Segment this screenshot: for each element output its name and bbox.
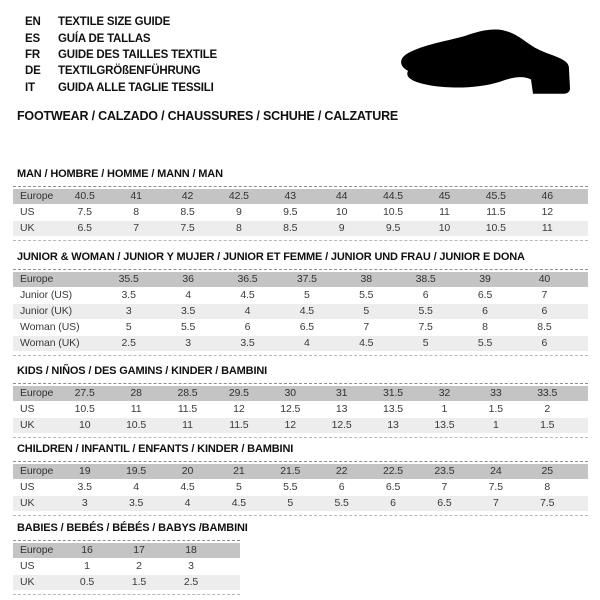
- size-cell: 38.5: [415, 273, 436, 285]
- size-cell: 13.5: [434, 419, 455, 431]
- row-padding: [573, 496, 588, 511]
- size-cell: 7.5: [488, 481, 503, 493]
- size-cell: 10: [335, 206, 348, 218]
- size-cell: 6.5: [385, 481, 401, 493]
- size-cell: 9: [235, 206, 242, 218]
- language-code: FR: [25, 48, 40, 61]
- size-cell: 31: [335, 387, 348, 399]
- size-table: [13, 461, 588, 516]
- size-cell: 4: [184, 497, 191, 509]
- size-cell: 24: [490, 465, 502, 477]
- size-cell: 7.5: [418, 321, 433, 333]
- size-cell: 1: [441, 403, 448, 415]
- size-cell: 7: [441, 481, 448, 493]
- size-cell: 4.5: [231, 497, 247, 509]
- size-cell: 39: [479, 273, 491, 285]
- table-row: [13, 418, 588, 433]
- table-title: BABIES / BEBÉS / BÉBÉS / BABYS /BAMBINI: [17, 522, 248, 534]
- row-label: Europe: [20, 273, 54, 285]
- size-cell: 10: [438, 222, 451, 234]
- size-cell: 28.5: [177, 387, 198, 399]
- size-cell: 10.5: [74, 403, 95, 415]
- row-padding: [217, 543, 240, 558]
- table-row: [13, 480, 588, 495]
- size-cell: 12: [284, 419, 296, 431]
- size-cell: 20: [181, 465, 194, 477]
- size-cell: 43: [284, 190, 296, 202]
- size-cell: 3.5: [121, 289, 136, 301]
- size-cell: 44: [335, 190, 348, 202]
- row-padding: [574, 320, 588, 335]
- size-cell: 5: [422, 337, 429, 349]
- size-cell: 19: [78, 465, 91, 477]
- size-cell: 8.5: [283, 222, 298, 234]
- size-cell: 8: [235, 222, 242, 234]
- size-cell: 8: [133, 206, 139, 218]
- table-row: [13, 221, 588, 236]
- row-padding: [573, 221, 588, 236]
- language-label: GUIDE DES TAILLES TEXTILE: [58, 48, 217, 61]
- size-cell: 41: [130, 190, 142, 202]
- size-cell: 5.5: [477, 337, 493, 349]
- size-cell: 11: [439, 206, 450, 218]
- table-row: [13, 496, 588, 511]
- row-label: UK: [20, 497, 35, 509]
- size-cell: 1.5: [131, 576, 147, 588]
- size-cell: 0.5: [79, 576, 95, 588]
- size-cell: 38: [360, 273, 372, 285]
- size-cell: 3.5: [128, 497, 144, 509]
- size-cell: 1.5: [488, 403, 503, 415]
- size-cell: 13.5: [383, 403, 404, 415]
- size-cell: 5.5: [334, 497, 349, 509]
- row-padding: [574, 272, 588, 287]
- row-label: Europe: [20, 387, 54, 399]
- size-table-children: [13, 443, 588, 516]
- size-cell: 1.5: [540, 419, 555, 431]
- size-cell: 6.5: [437, 497, 452, 509]
- size-cell: 33: [490, 387, 502, 399]
- size-cell: 42: [181, 190, 194, 202]
- size-cell: 3.5: [240, 337, 255, 349]
- size-cell: 5.5: [359, 289, 374, 301]
- row-label: UK: [20, 576, 35, 588]
- language-row-it: [25, 80, 217, 96]
- row-padding: [573, 464, 588, 479]
- size-cell: 4.5: [299, 305, 315, 317]
- size-cell: 6: [541, 337, 548, 349]
- size-cell: 11.5: [177, 403, 198, 415]
- row-label: Junior (US): [20, 289, 72, 301]
- size-cell: 27.5: [74, 387, 95, 399]
- size-cell: 11: [182, 419, 193, 431]
- row-padding: [574, 304, 588, 319]
- table-title: MAN / HOMBRE / HOMME / MANN / MAN: [17, 168, 223, 180]
- table-row: [13, 272, 588, 287]
- size-cell: 7: [363, 321, 370, 333]
- size-cell: 6.5: [77, 222, 92, 234]
- language-label: GUIDA ALLE TAGLIE TESSILI: [58, 81, 214, 94]
- size-cell: 7: [492, 497, 499, 509]
- size-cell: 30: [284, 387, 296, 399]
- language-row-es: [25, 30, 217, 46]
- size-table: [13, 269, 588, 356]
- size-cell: 4: [303, 337, 310, 349]
- table-row: [13, 336, 588, 351]
- table-title: KIDS / NIÑOS / DES GAMINS / KINDER / BAMBINI: [17, 365, 268, 377]
- table-title: JUNIOR & WOMAN / JUNIOR Y MUJER / JUNIOR ET FEMME / JUNIOR UND FRAU / JUNIOR E DONA: [17, 251, 525, 263]
- row-padding: [573, 402, 588, 417]
- size-cell: 6: [338, 481, 345, 493]
- size-cell: 8: [544, 481, 551, 493]
- row-label: Woman (US): [20, 321, 80, 333]
- row-padding: [573, 418, 588, 433]
- size-cell: 8: [482, 321, 488, 333]
- size-cell: 12.5: [331, 419, 352, 431]
- language-label: GUÍA DE TALLAS: [58, 32, 151, 45]
- row-label: US: [20, 206, 35, 218]
- size-cell: 5: [125, 321, 132, 333]
- size-cell: 7: [541, 289, 548, 301]
- size-cell: 21.5: [280, 465, 301, 477]
- language-list: [25, 14, 217, 96]
- size-cell: 19.5: [126, 465, 147, 477]
- language-code: IT: [25, 81, 35, 94]
- row-padding: [573, 480, 588, 495]
- row-label: Junior (UK): [20, 305, 72, 317]
- size-cell: 40: [538, 273, 551, 285]
- size-cell: 6: [482, 305, 488, 317]
- size-cell: 5: [303, 289, 310, 301]
- size-cell: 3: [188, 560, 194, 572]
- size-cell: 5: [363, 305, 370, 317]
- size-cell: 1: [84, 560, 90, 572]
- size-cell: 3: [125, 305, 132, 317]
- size-cell: 10: [78, 419, 91, 431]
- row-padding: [217, 575, 240, 590]
- size-cell: 4: [185, 289, 191, 301]
- size-cell: 45: [438, 190, 451, 202]
- language-code: EN: [25, 16, 41, 29]
- size-cell: 13: [387, 419, 399, 431]
- table-row: [13, 402, 588, 417]
- size-cell: 7.5: [180, 222, 195, 234]
- size-cell: 4: [244, 305, 251, 317]
- table-row: [13, 288, 588, 303]
- size-cell: 4.5: [240, 289, 255, 301]
- size-cell: 12: [233, 403, 245, 415]
- size-cell: 5.5: [418, 305, 433, 317]
- size-cell: 32: [438, 387, 451, 399]
- size-cell: 5.5: [283, 481, 298, 493]
- size-cell: 13: [335, 403, 348, 415]
- category-title: FOOTWEAR / CALZADO / CHAUSSURES / SCHUHE / CALZATURE: [17, 109, 399, 123]
- table-row: [13, 189, 588, 204]
- size-cell: 12: [541, 206, 553, 218]
- size-cell: 9: [338, 222, 345, 234]
- row-padding: [574, 288, 588, 303]
- row-label: US: [20, 481, 35, 493]
- size-cell: 7.5: [540, 497, 555, 509]
- size-cell: 1: [492, 419, 499, 431]
- size-cell: 23.5: [434, 465, 455, 477]
- size-cell: 7: [133, 222, 139, 234]
- size-cell: 28: [130, 387, 142, 399]
- size-cell: 16: [81, 544, 93, 556]
- dress-shoe-icon: [396, 28, 582, 96]
- table-row: [13, 543, 240, 558]
- size-cell: 5: [235, 481, 242, 493]
- language-row-en: [25, 14, 217, 30]
- row-padding: [574, 336, 588, 351]
- size-cell: 11: [541, 222, 553, 234]
- table-row: [13, 575, 240, 590]
- size-cell: 22.5: [383, 465, 404, 477]
- size-cell: 3: [185, 337, 191, 349]
- size-cell: 5.5: [180, 321, 196, 333]
- size-cell: 3.5: [77, 481, 92, 493]
- row-label: Europe: [20, 544, 54, 556]
- size-cell: 37.5: [296, 273, 317, 285]
- row-label: US: [20, 560, 35, 572]
- size-table-babies: [13, 522, 248, 595]
- size-cell: 36: [182, 273, 194, 285]
- language-label: TEXTILE SIZE GUIDE: [58, 16, 171, 29]
- size-cell: 2.5: [121, 337, 136, 349]
- row-label: US: [20, 403, 35, 415]
- size-cell: 6: [390, 497, 396, 509]
- row-padding: [573, 189, 588, 204]
- size-cell: 3.5: [180, 305, 196, 317]
- size-cell: 6: [422, 289, 429, 301]
- size-cell: 29.5: [228, 387, 249, 399]
- language-label: TEXTILGRÖßENFÜHRUNG: [58, 65, 201, 78]
- size-cell: 6: [541, 305, 548, 317]
- size-cell: 46: [541, 190, 553, 202]
- size-cell: 4.5: [180, 481, 195, 493]
- size-cell: 11: [130, 403, 142, 415]
- size-cell: 36.5: [237, 273, 258, 285]
- size-cell: 25: [541, 465, 553, 477]
- row-padding: [217, 559, 240, 574]
- size-cell: 9.5: [385, 222, 401, 234]
- size-cell: 10.5: [485, 222, 506, 234]
- size-table: [13, 383, 588, 438]
- row-label: Europe: [20, 465, 54, 477]
- size-cell: 45.5: [485, 190, 506, 202]
- size-cell: 2: [544, 403, 551, 415]
- table-row: [13, 304, 588, 319]
- size-cell: 31.5: [383, 387, 404, 399]
- size-cell: 5: [287, 497, 294, 509]
- size-table-junior-woman: [13, 251, 588, 356]
- table-title: CHILDREN / INFANTIL / ENFANTS / KINDER / BAMBINI: [17, 443, 294, 455]
- size-cell: 18: [185, 544, 197, 556]
- size-cell: 3: [81, 497, 88, 509]
- size-cell: 33.5: [537, 387, 558, 399]
- size-cell: 21: [233, 465, 245, 477]
- table-row: [13, 386, 588, 401]
- size-table-kids: [13, 365, 588, 438]
- size-cell: 12.5: [280, 403, 301, 415]
- row-padding: [573, 205, 588, 220]
- size-cell: 8.5: [180, 206, 195, 218]
- row-padding: [573, 386, 588, 401]
- row-label: UK: [20, 419, 35, 431]
- size-cell: 9.5: [283, 206, 298, 218]
- size-cell: 35.5: [118, 273, 139, 285]
- size-cell: 40.5: [74, 190, 95, 202]
- size-cell: 10.5: [126, 419, 147, 431]
- size-cell: 6.5: [477, 289, 493, 301]
- size-cell: 7.5: [77, 206, 92, 218]
- size-cell: 6.5: [299, 321, 315, 333]
- size-cell: 17: [133, 544, 145, 556]
- table-row: [13, 320, 588, 335]
- size-cell: 6: [244, 321, 251, 333]
- row-label: UK: [20, 222, 35, 234]
- language-code: ES: [25, 32, 40, 45]
- size-table-man: [13, 168, 588, 241]
- size-cell: 2.5: [183, 576, 199, 588]
- table-row: [13, 205, 588, 220]
- size-cell: 8.5: [537, 321, 552, 333]
- row-label: Europe: [20, 190, 54, 202]
- language-row-fr: [25, 47, 217, 63]
- table-row: [13, 559, 240, 574]
- size-cell: 4: [133, 481, 139, 493]
- size-cell: 10.5: [383, 206, 404, 218]
- size-cell: 22: [335, 465, 348, 477]
- language-row-de: [25, 63, 217, 79]
- size-cell: 42.5: [228, 190, 249, 202]
- size-cell: 4.5: [359, 337, 374, 349]
- size-table: [13, 186, 588, 241]
- size-cell: 2: [136, 560, 142, 572]
- size-cell: 11.5: [229, 419, 249, 431]
- table-row: [13, 464, 588, 479]
- row-label: Woman (UK): [20, 337, 80, 349]
- size-cell: 11.5: [486, 206, 506, 218]
- size-cell: 44.5: [383, 190, 404, 202]
- language-code: DE: [25, 65, 41, 78]
- size-table: [13, 540, 240, 595]
